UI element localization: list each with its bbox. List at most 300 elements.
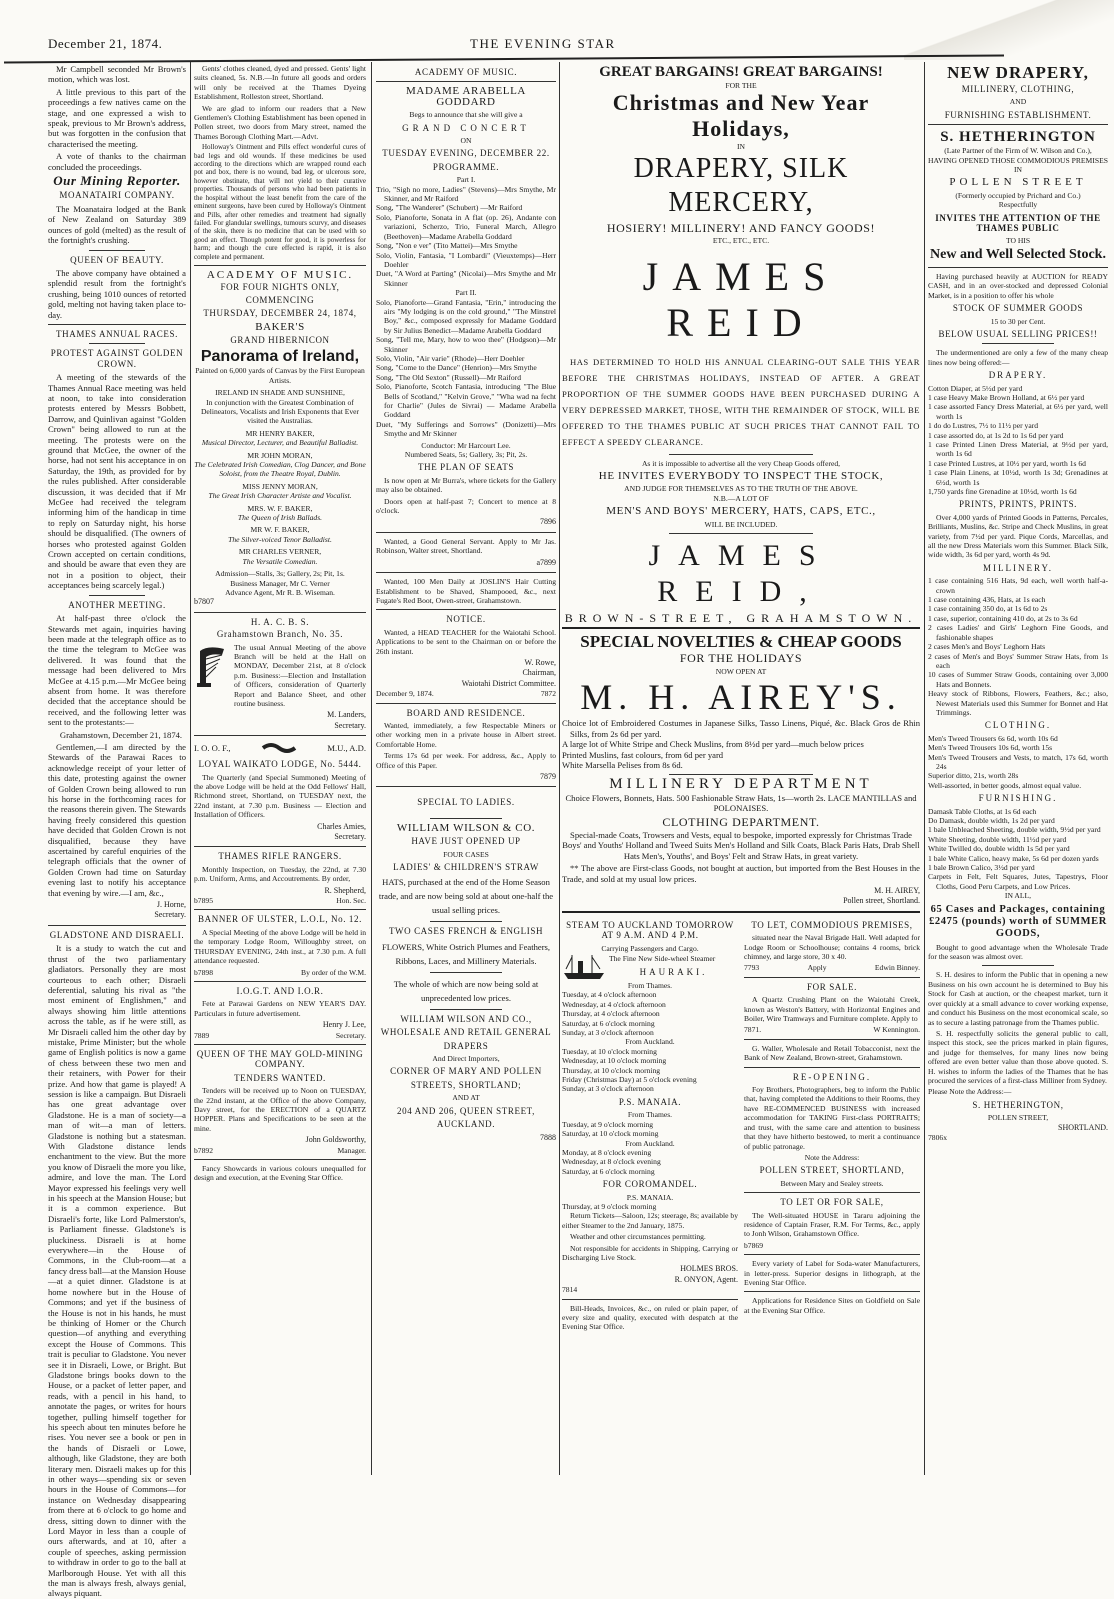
ad-text: Wanted, a HEAD TEACHER for the Waiotahi School. Applications to be sent to the Chairman on or before the 26th instant. — [376, 627, 556, 656]
ad-text: 15 to 30 per Cent. — [990, 316, 1046, 326]
ad-heading: PROGRAMME. — [432, 161, 500, 172]
ad-heading: FURNISHING. — [978, 793, 1058, 804]
ad-heading: WILLIAM WILSON AND CO., — [400, 1013, 532, 1024]
programme-part-1 — [376, 185, 556, 288]
performer-name: MR W. F. BAKER, — [250, 525, 310, 535]
divider — [562, 911, 920, 913]
clothing-item: Well-assorted, in better goods, almost equal value. — [928, 780, 1082, 790]
ad-heading: 65 Cases and Packages, containing £2475 (pounds) worth of SUMMER GOODS, — [929, 903, 1107, 939]
article-paragraph: The Moanataira lodged at the Bank of New Zealand on Saturday 389 ounces of gold (melted) as the result of the fortnight's crushing. — [48, 203, 186, 246]
ad-text: And Direct Importers, — [432, 1054, 500, 1064]
ad-subheading: Part I. — [456, 175, 476, 185]
divider — [669, 533, 812, 534]
divider — [48, 324, 186, 325]
ad-text: Bought to good advantage when the Wholesale Trade for the season was almost over. — [928, 942, 1108, 962]
timetable-entry: Sunday, at 3 o'clock afternoon — [562, 1084, 654, 1094]
divider — [376, 786, 556, 787]
programme-item: Solo, Pianoforte, Scotch Fantasia, introducing "The Blue Bells of Scotland," "Kelvin Grove," "Wha wad na fecht for Charlie" (Jules de Sivrai) — Madame Arabella Goddard — [376, 382, 556, 420]
ad-heading: ACADEMY OF MUSIC. — [414, 67, 518, 77]
ad-text: Respectfully — [998, 200, 1038, 210]
millinery-item: 1 case, superior, containing 410 do, at 2s to 3s 6d — [928, 613, 1078, 623]
signature-role: Manager. — [337, 1145, 366, 1155]
seat-prices: Numbered Seats, 5s; Gallery, 3s; Pit, 2s. — [404, 450, 528, 460]
divider — [376, 572, 556, 573]
ad-date: TUESDAY EVENING, DECEMBER 22. — [382, 148, 550, 159]
ad-heading: GRAND CONCERT — [402, 122, 530, 133]
performer-description: The Versatile Comedian. — [242, 556, 318, 566]
ad-date: December 9, 1874. — [376, 689, 434, 699]
ad-text: Holloway's Ointment and Pills effect wonderful cures of bad legs and old wounds. If these medicines be used according to the directions which are wrapped round each pot and box, there is no wound, bad leg, or ulcerous sore, however obstinate, that will not yield to their curative properties. Thousands of persons who had been patients in the hospital without the least benefit from the care of the eminent surgeons, have been cured by Holloway's Ointment and Pills, after other remedies and treatment had signally failed. For glandular swellings, tumours scurvy, and diseases of the skin, there is no medicine that can be used with so good an effect. Though potent for good, it is powerless for harm; and though the cure effected is rapid, it is also complete and permanent. — [194, 143, 366, 261]
ad-text: WILL BE INCLUDED. — [704, 519, 778, 529]
ad-heading: WILLIAM WILSON & CO. — [396, 821, 536, 834]
ad-heading: STREETS, SHORTLAND; — [410, 1079, 522, 1090]
ad-text: Advance Agent, Mr R. B. Wiseman. — [225, 587, 335, 597]
ad-text: Having purchased heavily at AUCTION for READY CASH, and in an over-stocked and depressed Colonial Market, is in a position to offer his whole — [928, 271, 1108, 300]
ad-footer — [744, 1025, 920, 1034]
ad-heading: WHOLESALE AND RETAIL GENERAL — [380, 1027, 552, 1038]
furnishing-item: White Sheeting, double width, 11½d per yard — [928, 834, 1067, 844]
ad-heading: BOARD AND RESIDENCE. — [406, 707, 526, 718]
divider — [194, 1159, 366, 1160]
signature: Charles Amies, — [317, 821, 366, 831]
ad-text: Wanted, 100 Men Daily at JOSLIN'S Hair Cutting Establishment to be Shaved, Shampooed, &c., next Fugate's Red Boot, Owen-street, Grahamstown. — [376, 577, 556, 605]
column-1 — [48, 64, 186, 1599]
ad-heading: POLLEN STREET, SHORTLAND, — [759, 1165, 905, 1176]
ad-heading: TO LET, COMMODIOUS PREMISES, — [751, 919, 913, 930]
ad-text: Carrying Passengers and Cargo. — [601, 943, 699, 953]
signature: M. H. AIREY, — [874, 885, 920, 895]
ad-text: POLLEN STREET, — [987, 1113, 1049, 1123]
performer-name: MRS. W. F. BAKER, — [247, 503, 313, 513]
millinery-item: Heavy stock of Ribbons, Flowers, Feathers, &c.; also, Newest Materials used this Summer for Bonnet and Hat Trimmings. — [928, 689, 1108, 717]
timetable — [562, 1047, 738, 1094]
ad-subheading: FOR FOUR NIGHTS ONLY, — [220, 282, 340, 293]
millinery-item: 2 cases Men's and Boys' Leghorn Hats — [928, 642, 1046, 652]
ad-text: The whole of which are now being sold at unprecedented low prices. — [393, 978, 539, 1003]
divider — [562, 1299, 738, 1300]
harp-emblem-icon — [194, 643, 230, 689]
ad-heading: 204 AND 206, QUEEN STREET, — [397, 1105, 535, 1116]
column-rule — [559, 62, 560, 1475]
merchant-name: S. HETHERINGTON — [940, 129, 1096, 146]
programme-item: Solo, Pianoforte—Grand Fantasia, "Erin," introducing the airs "My lodging is on the cold ground," "The Minstrel Boy," &c., composed expressly for Madame Goddard by Sir Julius Benedict—Madame Arabella Goddard — [376, 297, 556, 335]
divider — [48, 925, 186, 926]
drapery-item: 1 case Printed Lustres, at 10½ per yard, worth 1s 6d — [928, 458, 1086, 468]
divider — [744, 1192, 920, 1193]
ad-heading: FOR COROMANDEL. — [602, 1179, 698, 1190]
ad-text: Please Note the Address:— — [928, 1087, 1012, 1097]
timetable-entry: Wednesday, at 10 o'clock morning — [562, 1056, 667, 1066]
ad-heading: New and Well Selected Stock. — [930, 246, 1106, 262]
ad-text: Choice Flowers, Bonnets, Hats. 500 Fashionable Straw Hats, 1s—worth 2s. LACE MANTILLAS and POLONAISES. — [565, 792, 917, 814]
torn-corner — [904, 0, 1114, 60]
ad-text: Apply — [807, 963, 827, 973]
article-paragraph: The above company have obtained a splendid result from the fortnight's crushing, being 1010 ounces of retorted gold, melting not having taken place to-day. — [48, 267, 186, 320]
ad-date: THURSDAY, DECEMBER 24, 1874, — [203, 308, 357, 319]
ad-heading: LOYAL WAIKATO LODGE, No. 5444. — [198, 759, 362, 770]
ad-heading: MILLINERY, CLOTHING, — [961, 84, 1075, 94]
divider — [430, 818, 502, 819]
ad-text: Applications for Residence Sites on Goldfield on Sale at the Evening Star Office. — [744, 1296, 920, 1315]
merchant-name: JAMES REID, — [648, 539, 834, 609]
divider — [194, 265, 366, 266]
millinery-item: 2 cases Ladies' and Girls' Leghorn Fine Goods, and fashionable shapes — [928, 623, 1108, 642]
furnishing-item: 1 bale Brown Calico, 3½d per yard — [928, 863, 1035, 873]
mining-reporter-heading: Our Mining Reporter. — [53, 173, 181, 189]
ad-text: AND — [1009, 97, 1027, 107]
timetable-entry: Saturday, at 10 o'clock morning — [562, 1129, 659, 1139]
ad-text: TO HIS — [1005, 236, 1031, 246]
drapery-item: Cotton Diaper, at 5½d per yard — [928, 383, 1023, 393]
panorama-heading: Panorama of Ireland, — [200, 348, 360, 366]
timetable-entry: Wednesday, at 4 o'clock afternoon — [562, 999, 666, 1009]
ad-number: 7896 — [540, 517, 556, 527]
ship-name: P.S. MANAIA. — [618, 1096, 682, 1107]
clothing-list — [928, 734, 1108, 790]
ad-text: SHORTLAND. — [1058, 1122, 1108, 1132]
ad-subheading: From Thames. — [627, 981, 673, 990]
ad-text: FLOWERS, White Ostrich Plumes and Feathers, Ribbons, Laces, and Millinery Materials. — [381, 941, 551, 966]
ad-heading: THAMES RIFLE RANGERS. — [218, 851, 342, 862]
column-3 — [376, 64, 556, 1469]
ad-heading: CLOTHING DEPARTMENT. — [662, 814, 820, 829]
millinery-item: 10 cases of Summer Straw Goods, containing over 3,000 Hats and Bonnets. — [928, 670, 1108, 689]
ad-number: 7889 — [194, 1030, 210, 1040]
timetable-entry: Saturday, at 6 o'clock morning — [562, 1166, 655, 1176]
millinery-item: 2 cases of Men's and Boys' Summer Straw Hats, from 1s each — [928, 651, 1108, 670]
ad-text: The Quarterly (and Special Summoned) Meeting of the above Lodge will be held at the Odd Fellows' Hall, Richmond street, Shortland, on TUESDAY next, the 22nd instant, at 7.30 p.m. Business — Election and Installation of Officers. — [194, 772, 366, 820]
clothing-item: Men's Tweed Trousers and Vests, to match, 17s 6d, worth 24s — [928, 752, 1108, 771]
airey-item: Choice lot of Embroidered Costumes in Japanese Silks, Tasso Linens, Piqué, &c. Black Gros de Rhin Silks, from 2s 6d per yard. — [562, 718, 920, 739]
ad-heading: NOTICE. — [446, 614, 486, 625]
divider — [744, 977, 920, 978]
ad-text: AND AT — [452, 1093, 480, 1103]
ad-text: Between Mary and Sealey streets. — [780, 1178, 884, 1188]
ad-heading: PRINTS, PRINTS, PRINTS. — [958, 499, 1078, 510]
divider — [376, 609, 556, 610]
divider — [194, 612, 366, 613]
signature-role: Secretary. — [154, 910, 186, 920]
ad-heading: I.O.G.T. AND I.O.R. — [236, 985, 324, 996]
signature: By order of the W.M. — [301, 967, 366, 977]
ad-heading: DRAPERS — [443, 1040, 489, 1051]
timetable-entry: Tuesday, at 9 o'clock morning — [562, 1119, 654, 1129]
ad-heading: AUCKLAND. — [436, 1119, 496, 1130]
ad-text: situated near the Naval Brigade Hall. Well adapted for Lodge Room or Schoolhouse; contains 4 rooms, brick chimney, and large store, 30 x 40. — [744, 933, 920, 961]
ad-heading: STOCK OF SUMMER GOODS — [952, 303, 1084, 314]
performer-description: Musical Director, Lecturer, and Beautiful Balladist. — [201, 438, 359, 448]
sub-column-left — [562, 917, 738, 1334]
ad-number: b7869 — [744, 1240, 763, 1250]
ad-heading: POLLEN STREET — [949, 176, 1087, 189]
performer-name: MR CHARLES VERNER, — [238, 547, 322, 557]
issue-date: December 21, 1874. — [48, 36, 163, 51]
article-paragraph: A vote of thanks to the chairman concluded the proceedings. — [48, 151, 186, 172]
ad-text: S. H. respectfully solicits the general public to call, inspect this stock, see the prices marked in plain figures, and judge for themselves, for many lines now being offered are even better value than those above quoted. S. H. wishes to inform the ladies of the Thames that he has procured the services of a first-class Milliner from Sydney. — [928, 1028, 1108, 1085]
ad-number: 7872 — [540, 689, 556, 699]
airey-item: A large lot of White Stripe and Check Muslins, from 8½d per yard—much below prices — [562, 739, 864, 750]
ad-heading: FOR SALE. — [807, 981, 857, 992]
divider — [194, 846, 366, 847]
ad-text: N.B.—A LOT OF — [713, 493, 769, 503]
ad-text: Business Manager, Mr C. Verner — [230, 578, 330, 588]
divider — [376, 81, 556, 82]
steamship-icon — [562, 953, 606, 981]
timetable-entry: Wednesday, at 8 o'clock evening — [562, 1157, 661, 1167]
ad-text: Begs to announce that she will give a — [409, 110, 523, 120]
ad-number: 7806x — [928, 1132, 947, 1142]
furnishing-item: 1 bale Unbleached Sheeting, double width, 9½d per yard — [928, 825, 1101, 835]
divider — [562, 627, 920, 629]
timetable-entry: Saturday, at 6 o'clock morning — [562, 1018, 655, 1028]
ad-text: Monthly Inspection, on Tuesday, the 22nd, at 7.30 p.m. Uniform, Arms, and Accoutrements. By order, — [194, 864, 366, 884]
furnishing-list — [928, 807, 1108, 892]
performer-description: The Great Irish Character Artiste and Vocalist. — [208, 491, 352, 501]
masthead-rule — [4, 55, 1004, 64]
ad-heading: CLOTHING. — [984, 720, 1052, 731]
column-rule — [924, 62, 925, 1475]
divider — [744, 1067, 920, 1068]
ad-heading: NEW DRAPERY, — [947, 63, 1089, 82]
ad-text: Weather and other circumstances permitting. — [570, 1232, 706, 1242]
drapery-list — [928, 384, 1108, 497]
signature: R. ONYON, Agent. — [674, 1274, 738, 1284]
timetable-entry: Thursday, at 9 o'clock morning — [562, 1201, 657, 1211]
ad-heading: FOR THE HOLIDAYS — [679, 651, 803, 666]
airey-item: White Marsella Pelises from 8s 6d. — [562, 759, 683, 770]
ad-text: NOW OPEN AT — [715, 666, 767, 676]
signature-role: Chairman, — [522, 668, 556, 678]
holidays-heading: Christmas and New Year Holidays, — [612, 90, 870, 142]
programme-item: Trio, "Sigh no more, Ladies" (Stevens)—Mrs Smythe, Mr Skinner, and Mr Raiford — [376, 184, 556, 204]
divider — [89, 595, 144, 596]
paper-title: THE EVENING STAR — [470, 36, 616, 51]
programme-item: Duet, "My Sufferings and Sorrows" (Donizetti)—Mrs Smythe and Mr Skinner — [376, 419, 556, 439]
divider — [89, 250, 144, 251]
ad-number: b7807 — [194, 597, 214, 607]
ad-text: (Late Partner of the Firm of W. Wilson and Co.), — [944, 146, 1092, 156]
ad-text: The undermentioned are only a few of the many cheap lines now being offered:— — [928, 348, 1108, 367]
furnishing-item: Carpets in Felt, Felt Squares, Jutes, Tapestrys, Floor Cloths, Good Peru Carpets, and Low Prices. — [928, 872, 1108, 891]
ad-text: Doors open at half-past 7; Concert to mence at 8 o'clock. — [376, 496, 556, 516]
ad-text: AND JUDGE FOR THEMSELVES AS TO THE TRUTH OF THE ABOVE. — [624, 484, 858, 494]
timetable-entry: Sunday, at 3 o'clock afternoon — [562, 1028, 654, 1038]
ad-text: FOUR CASES — [443, 849, 489, 859]
signature: Edwin Binney. — [874, 963, 920, 973]
millinery-item: 1 case containing 436, Hats, at 1s each — [928, 595, 1046, 605]
ad-heading: LADIES' & CHILDREN'S STRAW — [393, 862, 539, 873]
signature: W. Rowe, — [524, 657, 556, 667]
signature-role: Secretary. — [334, 832, 366, 842]
divider — [430, 921, 502, 922]
ad-text: ON — [460, 136, 472, 146]
ad-number: 7888 — [540, 1132, 556, 1142]
ad-number: 7814 — [562, 1285, 578, 1295]
sub-column-right — [744, 917, 920, 1334]
programme-item: Song, "Tell me, Mary, how to woo thee" (Hodgson)—Mr Skinner — [376, 335, 556, 354]
ad-subheading: From Thames. — [627, 1110, 673, 1120]
ad-heading: TWO CASES FRENCH & ENGLISH — [388, 926, 544, 937]
divider — [982, 343, 1054, 344]
furnishing-item: White Twilled do, double width 1s 5d per yard — [928, 844, 1070, 854]
programme-item: Solo, Violin, "Air varie" (Rhode)—Herr Doehler — [376, 353, 525, 363]
ad-subheading: Grahamstown Branch, No. 35. — [216, 629, 344, 640]
timetable-entry: Thursday, at 10 o'clock morning — [562, 1065, 661, 1075]
ad-text: Over 4,000 yards of Printed Goods in Patterns, Percales, Brilliants, Muslins, &c. Stripe and Check Muslins, in great variety, from 7½d per yard. Pique Cords, Marcellas, and all the new Dress Materials worn this Summer. Black Silk, wide width, 3s 6d per yard, worth 4s 9d. — [928, 512, 1108, 560]
divider — [744, 1039, 920, 1040]
divider — [376, 532, 556, 533]
performer-name: MR HENRY BAKER, — [245, 428, 315, 438]
ad-footer — [194, 1146, 366, 1155]
signature: R. Shepherd, — [324, 885, 366, 895]
ad-heading: I. O. O. F., — [194, 742, 231, 753]
ad-text: ** The above are First-class Goods, not bought at auction, but imported from the Best Houses in the Trade, and sold at my usual low prices. — [562, 863, 920, 884]
ad-number: 7793 — [744, 963, 760, 973]
section-heading: THAMES ANNUAL RACES. — [56, 328, 178, 339]
ad-heading: MILLINERY. — [982, 562, 1054, 573]
drapery-item: 1 case assorted do, at 1s 2d to 1s 6d per yard — [928, 430, 1064, 440]
ad-number: 7879 — [540, 772, 556, 781]
signature: Henry J. Lee, — [322, 1020, 366, 1030]
timetable — [562, 1120, 738, 1139]
ad-text: Return Tickets—Saloon, 12s; steerage, 8s; available by either Steamer to the 2nd January, 1875. — [562, 1211, 738, 1230]
article-paragraph: A meeting of the stewards of the Thames Annual Race meeting was held at noon, to take into consideration protests entered by Messrs Bobbett, Darrow, and Quinlivan against "Golden Crown" being allowed to run at the meeting. The protests were on the ground that McGee, the owner of the horse, had not sent his acceptance in on Saturday, the 19th, as provided for by the rules published. After considerable discussion, it was decided that if Mr McGee had received the telegram informing him of the handicap in time to reply on Saturday night, his horse should be disqualified. (The owners of horses who protested against Golden Crown accepted on certain conditions, and should be aware that even they are not in a position to object, their acceptances being scarcely legal.) — [48, 372, 186, 591]
timetable-entry: Thursday, at 4 o'clock afternoon — [562, 1009, 660, 1019]
ad-text: A Special Meeting of the above Lodge will be held in the temporary Lodge Room, Willoughby street, on THURSDAY EVENING, 24th inst., at 7.30 p.m. A full attendance requested. — [194, 927, 366, 966]
ad-heading: GRAND HIBERNICON — [230, 334, 330, 345]
ad-heading: MILLINERY DEPARTMENT — [609, 776, 873, 793]
ad-text: Painted on 6,000 yards of Canvas by the First European Artists. — [195, 366, 365, 385]
divider — [982, 965, 1054, 966]
divider — [928, 267, 1108, 268]
airey-items — [562, 718, 920, 770]
ad-text: Terms 17s 6d per week. For address, &c., Apply to Office of this Paper. — [376, 751, 556, 770]
ad-footer — [194, 896, 366, 905]
ad-heading: HAVE JUST OPENED UP — [411, 836, 521, 847]
drapery-item: 1 case Heavy Make Brown Holland, at 6½ per yard — [928, 392, 1085, 402]
ad-text: IN ALL, — [1004, 891, 1032, 901]
ad-number: 7871. — [744, 1025, 762, 1035]
ad-text: Foy Brothers, Photographers, beg to inform the Public that, having completed the Additions to their Rooms, they have RE-COMMENCED BUSINESS with increased accommodation for TAKING First-class PORTRAITS; and trust, with the same care and attention to business that they have hitherto bestowed, to merit a continuance of public patronage. — [744, 1085, 920, 1151]
ad-text: The Fine New Side-wheel Steamer — [609, 954, 716, 964]
divider — [430, 1009, 502, 1010]
performer-description: The Celebrated Irish Comedian, Clog Dancer, and Bone Soloist, from the Theatre Royal, Dublin. — [194, 460, 366, 479]
ad-heading: BANNER OF ULSTER, L.O.L, No. 12. — [198, 914, 362, 925]
article-paragraph: At half-past three o'clock the Stewards met again, inquiries having been made at the telegraph office as to the time the telegram to McGee was delivered. It was found that the message had been delivered to Mrs McGee at 4.15 p.m.—Mr McGee being absent from home. It was therefore decided that the acceptance should be received, and the following letter was sent to the protestants:— — [48, 613, 186, 728]
column-rule — [371, 62, 372, 1475]
article-paragraph: It is a study to watch the cut and thrust of the two parliamentary gladiators. Personally they are most courteous to each other; Disraeli deferential, saluting his rival as "the most eminent of Englishmen," and always showing him little attentions across the table, as if he were still, as Mr Disraeli called him the other day by mistake, Prime Minister; but the whole game of English politics is now a game of chess between these two men and their retainers, with Power for their prize. And how that game is played! A session is like a campaign. But Disraeli has one great advantage over Gladstone. He is a man of society—a man of wit—a man of letters. Gladstone is nothing but a statesman. With Gladstone distance lends enchantment to the view. But the more you know of Disraeli the more you like, admire, and love the man. The Lord Mayor expressed his feelings very well in his speech at the Mansion House; but it is a common experience. But Disraeli's forte, like Lord Palmerston's, is Parliament finesse. Gladstone's is pluckiness. Disraeli is at home everywhere—in the House of Commons, in the Club-room—at a fancy dress ball—at the Mansion House—at a quiet dinner. Gladstone is at home nowhere but in the House of Commons; and yet if the business of the House is not in his hands, he must be thinking of Homer or the Church question—of anything and everything except the House of Commons. This trait is peculiar to Gladstone. You never see it in Disraeli, Lowe, or Bright. But Gladstone brings books down to the House, or a packet of letter paper, and reads, with a pencil in his hand, to annotate the pages, or writes for hours together, pulling himself together for his speech about ten minutes before he rises. You never see a book or pen in the hands of Disraeli or Lowe, although, like Gladstone, they are both literary men. Disraeli makes up for this in other ways—spending six or seven hours in the House of Commons—for instance on Wednesday disappearing from there at 6 o'clock to go home and dress, sitting down to dinner with the Lord Mayor in less than a couple of ours afterwards, and at 10, after a couple of speeches, asking permission to withdraw in order to go to the ball at Marlborough House. Yet with all this the man is always fresh, always genial, always piquant. — [48, 943, 186, 1599]
ad-text: The usual Annual Meeting of the above Branch will be held at the Hall on MONDAY, December 21st, at 8 o'clock p.m. Business:—Election and Installation of Officers, consideration of Quarterly Report and Balance Sheet, and other routine business. — [234, 642, 366, 708]
ad-heading: STEAM TO AUCKLAND TOMORROW AT 9 A.M. AND 4 P.M. — [566, 919, 734, 941]
signature: W Kennington. — [873, 1025, 920, 1035]
signature: M. Landers, — [327, 710, 366, 720]
ad-heading: MADAME ARABELLA GODDARD — [406, 85, 526, 108]
ad-heading: DRAPERY. — [988, 370, 1048, 381]
masthead — [0, 0, 1114, 60]
timetable — [562, 990, 738, 1037]
drapery-item: 1 do do Lustres, 7½ to 11½ per yard — [928, 421, 1039, 431]
divider — [376, 703, 556, 704]
ad-heading: BAKER'S — [255, 320, 305, 333]
drapery-heading: DRAPERY, SILK MERCERY, — [633, 152, 849, 218]
merchant-name: JAMES REID — [642, 253, 840, 345]
signature-role: Pollen street, Shortland. — [843, 896, 920, 906]
hosiery-heading: HOSIERY! MILLINERY! AND FANCY GOODS! — [606, 220, 876, 235]
ad-heading: ACADEMY OF MUSIC. — [206, 268, 354, 281]
ad-number: a7899 — [536, 557, 556, 567]
clothing-item: Men's Tweed Trousers 6s 6d, worth 10s 6d — [928, 733, 1058, 743]
ad-text: Note the Address: — [804, 1152, 860, 1162]
ad-footer — [194, 968, 366, 977]
ad-text: A Quartz Crushing Plant on the Waiotahi Creek, known as Weston's Battery, with Horizontal Engines and Boiler, Wire Tramways and Furniture complete. Apply to — [744, 995, 920, 1024]
signature: J. Horne, — [156, 900, 186, 910]
clasped-hands-icon — [261, 740, 297, 756]
section-heading: PROTEST AGAINST GOLDEN CROWN. — [50, 348, 184, 369]
drapery-item: 1 case assorted Fancy Dress Material, at 6½ per yard, well worth 1s — [928, 402, 1108, 421]
divider — [194, 1044, 366, 1045]
ad-text: Bill-Heads, Invoices, &c., on ruled or plain paper, of every size and quality, executed with despatch at the Evening Star Office. — [562, 1303, 738, 1332]
timetable-entry: Monday, at 8 o'clock evening — [562, 1147, 652, 1157]
ad-text: HAS DETERMINED TO HOLD HIS ANNUAL CLEARING-OUT SALE THIS YEAR BEFORE THE CHRISTMAS HOLIDAYS, INSTEAD OF AFTER. A GREAT PROPORTION OF THE SUMMER GOODS HAVE BEEN PURCHASED DURING A VERY DEPRESSED MARKET, THOSE, WITH THE REMAINDER OF STOCK, WILL BE OFFERED TO THE THAMES PUBLIC AT SUCH PRICES THAT CANNOT FAIL TO EFFECT A SPEEDY CLEARANCE. — [562, 356, 920, 447]
ad-text: HATS, purchased at the end of the Home Season trade, and are now being sold at about one-half the usual selling prices. — [378, 877, 554, 916]
ad-heading: THE PLAN OF SEATS — [418, 462, 514, 473]
timetable-entry: Tuesday, at 10 o'clock morning — [562, 1046, 657, 1056]
article-paragraph: Mr Campbell seconded Mr Brown's motion, which was lost. — [48, 64, 186, 85]
programme-item: Solo, Pianoforte, Sonata in A flat (op. 26), Andante con variazioni, Scherzo, Trio, Funeral March, Allegro (Beethoven)—Madame Arabella Goddard — [376, 212, 556, 241]
divider — [194, 909, 366, 910]
hacbs-ad — [194, 643, 366, 711]
programme-item: Song, "The Old Sexton" (Russell)—Mr Raiford — [376, 372, 521, 382]
ad-heading: M.U., A.D. — [327, 742, 366, 753]
novelties-heading: SPECIAL NOVELTIES & CHEAP GOODS — [580, 632, 902, 652]
performer-description: The Queen of Irish Ballads. — [237, 513, 323, 523]
programme-part-2 — [376, 298, 556, 439]
ad-subheading: From Auckland. — [625, 1138, 675, 1148]
letter-date: Grahamstown, December 21, 1874. — [59, 729, 183, 740]
ad-text: Fete at Parawai Gardens on NEW YEAR'S DAY. Particulars in future advertisement. — [194, 999, 366, 1018]
section-heading: MOANATAIRI COMPANY. — [59, 190, 175, 201]
section-heading: ANOTHER MEETING. — [68, 599, 166, 610]
ad-text: Wanted, a Good General Servant. Apply to Mr Jas. Robinson, Walter street, Shortland. — [376, 536, 556, 556]
section-heading: GLADSTONE AND DISRAELI. — [49, 929, 185, 940]
performer-list — [194, 429, 366, 566]
millinery-item: 1 case containing 350 do, at 1s 6d to 2s — [928, 604, 1048, 614]
ad-heading: FURNISHING ESTABLISHMENT. — [944, 109, 1092, 120]
ad-heading: TENDERS WANTED. — [234, 1072, 326, 1083]
ad-text: Every variety of Label for Soda-water Manufacturers, in letter-press. Superior designs in lithograph, at the Evening Star Office. — [744, 1259, 920, 1287]
admission-prices: Admission—Stalls, 3s; Gallery, 2s; Pit, 1s. — [215, 569, 345, 579]
signature: John Goldsworthy, — [305, 1135, 366, 1145]
clothing-item: Superior ditto, 21s, worth 28s — [928, 771, 1019, 781]
clothing-item: Men's Tweed Trousers 10s 6d, worth 15s — [928, 743, 1053, 753]
steamer-ad — [562, 953, 738, 981]
steamer-info — [609, 954, 738, 980]
furnishing-item: Do Damask, double width, 1s 2d per yard — [928, 816, 1055, 825]
ad-text: As it is impossible to advertise all the very Cheap Goods offered, — [641, 458, 841, 468]
divider — [928, 124, 1108, 125]
ad-number: b7892 — [194, 1145, 213, 1155]
programme-item: Song, "Non e ver" (Tito Mattei)—Mrs Smythe — [376, 241, 518, 251]
column-rule — [190, 62, 191, 1475]
programme-item: Song, "The Wanderer" (Schubert) —Mr Raiford — [376, 203, 523, 213]
drapery-item: 1,750 yards fine Grenadine at 10½d, worth 1s 6d — [928, 487, 1077, 496]
programme-item: Solo, Violin, Fantasia, "I Lombardi" (Vieuxtemps)—Herr Doehler — [376, 250, 556, 269]
drapery-item: 1 case Plain Linens, at 10½d, worth 1s 3d; Grenadines at 6½d, worth 1s — [928, 468, 1108, 487]
article-paragraph: A little previous to this part of the proceedings a few natives came on the stage, and one expressed a wish to speak, previous to Mr Brown's address, but was forgotten in the confusion that characterised the meeting. — [48, 86, 186, 149]
ad-text: S. H. desires to inform the Public that in opening a new Business on his own account he is determined to Buy his Stock for Cash at auction, or the cheapest market, turn it over quickly at a small advance to cover working expense, and conduct his Business on the most economical scale, so as to secure a lasting patronage from the Thames public. — [928, 970, 1108, 1027]
column-2 — [194, 64, 366, 1469]
merchant-name: M. H. AIREY'S. — [580, 677, 902, 718]
